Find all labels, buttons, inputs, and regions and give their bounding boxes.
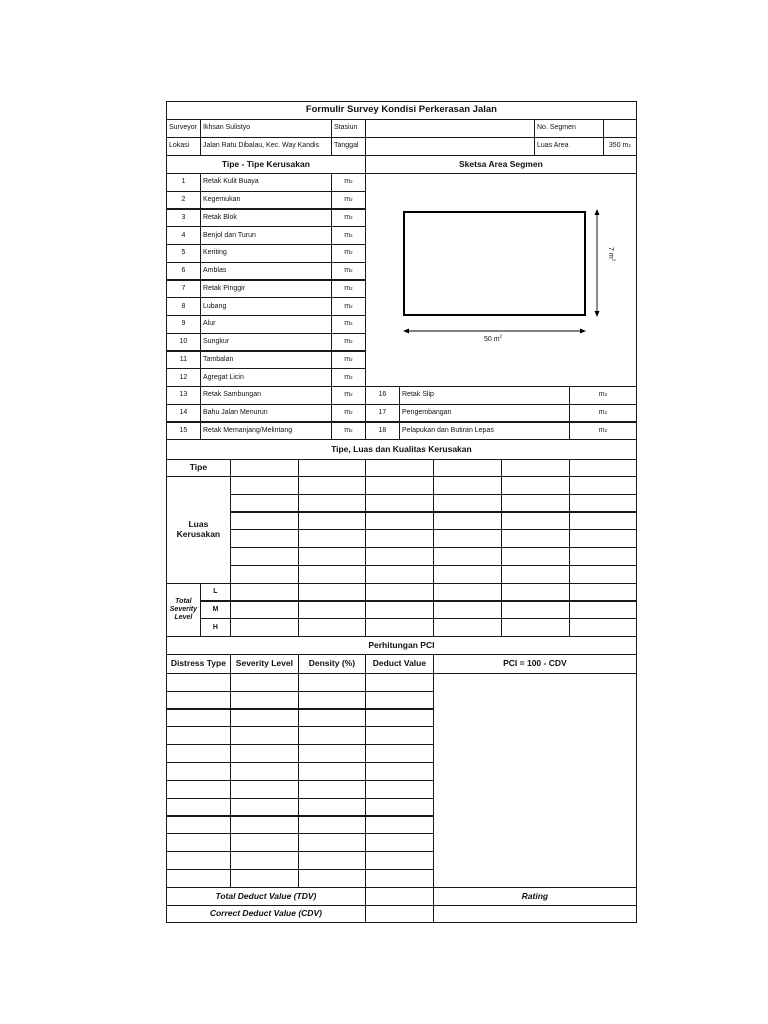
- damage-type-area-unit-text: m: [344, 178, 351, 186]
- severity-input-cell[interactable]: [298, 601, 366, 619]
- lokasi-label: Lokasi: [166, 137, 201, 156]
- tipe-input-cell[interactable]: [230, 459, 299, 477]
- damage-type-area-unit[interactable]: m 2: [331, 422, 366, 441]
- severity-input-cell[interactable]: [569, 601, 637, 619]
- luas-input-cell[interactable]: [501, 476, 570, 495]
- severity-input-cell[interactable]: [230, 601, 299, 619]
- arrow-left-icon: [403, 329, 409, 334]
- arrow-up-icon: [595, 209, 600, 215]
- surveyor-value[interactable]: Ikhsan Sulistyo: [200, 119, 332, 138]
- severity-input-cell[interactable]: [501, 583, 570, 601]
- tipe-label: Tipe: [166, 459, 231, 477]
- sketch-title: Sketsa Area Segmen: [365, 155, 637, 174]
- damage-type-number: 8: [166, 297, 201, 316]
- pci-input-cell[interactable]: [298, 833, 366, 852]
- tipe-input-cell[interactable]: [298, 459, 366, 477]
- damage-type-area-unit[interactable]: m 2: [331, 315, 366, 334]
- sketch-height-text: 7 m: [607, 247, 614, 259]
- tdv-label: Total Deduct Value (TDV): [166, 887, 366, 906]
- luas-input-cell[interactable]: [433, 565, 502, 584]
- pci-input-cell[interactable]: [230, 744, 299, 763]
- luas-input-cell[interactable]: [569, 547, 637, 566]
- pci-input-cell[interactable]: [230, 869, 299, 888]
- damage-type-area-unit[interactable]: m 2: [331, 262, 366, 281]
- luas-input-cell[interactable]: [433, 512, 502, 531]
- luas-input-cell[interactable]: [501, 494, 570, 513]
- pci-input-cell[interactable]: [298, 869, 366, 888]
- damage-type-area-unit-text: m: [344, 373, 351, 381]
- damage-type-area-unit-text: m: [344, 249, 351, 257]
- luas-input-cell[interactable]: [365, 529, 434, 548]
- cdv-value[interactable]: [365, 905, 434, 923]
- luas-input-cell[interactable]: [501, 565, 570, 584]
- luas-input-cell[interactable]: [230, 494, 299, 513]
- luas-input-cell[interactable]: [569, 565, 637, 584]
- pci-input-cell[interactable]: [230, 798, 299, 817]
- pci-input-cell[interactable]: [230, 709, 299, 728]
- damage-type-area-unit[interactable]: m 2: [569, 386, 637, 405]
- pci-input-cell[interactable]: [365, 798, 434, 817]
- damage-type-name: Benjol dan Turun: [200, 226, 332, 245]
- severity-level-h: H: [200, 618, 231, 636]
- pci-input-cell[interactable]: [365, 816, 434, 835]
- luas-input-cell[interactable]: [433, 476, 502, 495]
- damage-type-name: Retak Pinggir: [200, 280, 332, 299]
- damage-type-area-unit[interactable]: m 2: [331, 209, 366, 228]
- luas-area-label: Luas Area: [534, 137, 604, 156]
- luas-area-value-text: 350 m: [608, 142, 629, 150]
- pci-input-cell[interactable]: [166, 691, 231, 710]
- pci-header-3: Deduct Value: [365, 654, 434, 674]
- luas-input-cell[interactable]: [365, 565, 434, 584]
- severity-input-cell[interactable]: [365, 583, 434, 601]
- damage-type-name: Alur: [200, 315, 332, 334]
- form-title: Formulir Survey Kondisi Perkerasan Jalan: [166, 101, 637, 120]
- damage-type-area-unit-text: m: [344, 426, 351, 434]
- damage-type-number: 2: [166, 191, 201, 210]
- unit-superscript: 2: [611, 258, 617, 262]
- pci-input-cell[interactable]: [166, 869, 231, 888]
- severity-input-cell[interactable]: [365, 618, 434, 636]
- damage-type-number: 11: [166, 351, 201, 370]
- pci-input-cell[interactable]: [298, 816, 366, 835]
- damage-type-area-unit-text: m: [344, 231, 351, 239]
- segment-rectangle: [404, 212, 585, 315]
- pci-input-cell[interactable]: [365, 726, 434, 745]
- luas-input-cell[interactable]: [298, 547, 366, 566]
- severity-input-cell[interactable]: [433, 601, 502, 619]
- damage-type-number: 1: [166, 173, 201, 192]
- pci-input-cell[interactable]: [298, 762, 366, 781]
- luas-input-cell[interactable]: [365, 512, 434, 531]
- stasiun-value[interactable]: [365, 119, 535, 138]
- damage-type-area-unit-text: m: [344, 302, 351, 310]
- pci-input-cell[interactable]: [230, 780, 299, 799]
- damage-type-area-unit-text: m: [598, 426, 605, 434]
- pci-input-cell[interactable]: [298, 798, 366, 817]
- luas-input-cell[interactable]: [298, 565, 366, 584]
- surveyor-label: Surveyor: [166, 119, 201, 138]
- damage-type-area-unit-text: m: [598, 409, 605, 416]
- damage-type-area-unit-text: m: [344, 320, 351, 328]
- damage-type-number: 4: [166, 226, 201, 245]
- severity-input-cell[interactable]: [230, 618, 299, 636]
- damage-type-name: Bahu Jalan Menurun: [200, 404, 332, 423]
- pci-input-cell[interactable]: [166, 833, 231, 852]
- damage-type-number: 3: [166, 209, 201, 228]
- damage-type-name: Sungkur: [200, 333, 332, 352]
- severity-input-cell[interactable]: [433, 618, 502, 636]
- pci-input-cell[interactable]: [166, 726, 231, 745]
- tanggal-label: Tanggal: [331, 137, 366, 156]
- luas-input-cell[interactable]: [230, 476, 299, 495]
- quality-title: Tipe, Luas dan Kualitas Kerusakan: [166, 439, 637, 460]
- severity-input-cell[interactable]: [298, 583, 366, 601]
- pci-result-area[interactable]: [433, 673, 637, 888]
- damage-type-number: 13: [166, 386, 201, 405]
- tipe-input-cell[interactable]: [569, 459, 637, 477]
- pci-input-cell[interactable]: [365, 673, 434, 692]
- pci-input-cell[interactable]: [166, 673, 231, 692]
- pci-input-cell[interactable]: [166, 851, 231, 870]
- damage-type-name: Agregat Licin: [200, 368, 332, 387]
- damage-type-name: Pelapukan dan Butiran Lepas: [399, 422, 570, 441]
- damage-type-number: 10: [166, 333, 201, 352]
- pci-input-cell[interactable]: [230, 762, 299, 781]
- damage-type-area-unit[interactable]: m 2: [331, 351, 366, 370]
- pci-header-0: Distress Type: [166, 654, 231, 674]
- pci-input-cell[interactable]: [298, 744, 366, 763]
- luas-input-cell[interactable]: [365, 494, 434, 513]
- damage-type-area-unit[interactable]: m 2: [331, 280, 366, 299]
- pci-input-cell[interactable]: [298, 673, 366, 692]
- damage-type-area-unit-text: m: [344, 338, 351, 345]
- luas-input-cell[interactable]: [230, 512, 299, 531]
- pci-input-cell[interactable]: [230, 816, 299, 835]
- sketch-width-label: [484, 333, 503, 343]
- damage-type-area-unit[interactable]: m 2: [331, 386, 366, 405]
- luas-input-cell[interactable]: [569, 512, 637, 531]
- tanggal-value[interactable]: [365, 137, 535, 156]
- pci-input-cell[interactable]: [365, 869, 434, 888]
- pci-input-cell[interactable]: [298, 709, 366, 728]
- severity-input-cell[interactable]: [298, 618, 366, 636]
- cdv-label: Correct Deduct Value (CDV): [166, 905, 366, 923]
- severity-input-cell[interactable]: [569, 618, 637, 636]
- severity-input-cell[interactable]: [501, 618, 570, 636]
- unit-superscript: 2: [499, 333, 503, 339]
- luas-input-cell[interactable]: [501, 547, 570, 566]
- total-severity-label: Total Severity Level: [166, 583, 201, 637]
- segment-sketch: [365, 173, 636, 386]
- damage-type-name: Retak Blok: [200, 209, 332, 228]
- sketch-height-label: [607, 247, 617, 262]
- pci-input-cell[interactable]: [230, 833, 299, 852]
- pci-header-2: Density (%): [298, 654, 366, 674]
- pci-input-cell[interactable]: [166, 780, 231, 799]
- damage-type-number: 16: [365, 386, 400, 405]
- luas-input-cell[interactable]: [298, 476, 366, 495]
- pci-input-cell[interactable]: [365, 851, 434, 870]
- damage-type-area-unit[interactable]: m 2: [331, 226, 366, 245]
- luas-input-cell[interactable]: [433, 529, 502, 548]
- tdv-value[interactable]: [365, 887, 434, 906]
- damage-type-number: 7: [166, 280, 201, 299]
- luas-input-cell[interactable]: [433, 494, 502, 513]
- damage-type-area-unit[interactable]: m 2: [331, 191, 366, 210]
- pci-input-cell[interactable]: [230, 726, 299, 745]
- severity-input-cell[interactable]: [433, 583, 502, 601]
- luas-input-cell[interactable]: [298, 512, 366, 531]
- pci-formula: PCI = 100 - CDV: [433, 654, 637, 674]
- arrow-right-icon: [580, 329, 586, 334]
- severity-input-cell[interactable]: [569, 583, 637, 601]
- damage-type-area-unit[interactable]: m 2: [331, 244, 366, 263]
- damage-type-number: 12: [166, 368, 201, 387]
- luas-input-cell[interactable]: [569, 476, 637, 495]
- damage-type-number: 9: [166, 315, 201, 334]
- segmen-value[interactable]: [603, 119, 637, 138]
- luas-input-cell[interactable]: [230, 529, 299, 548]
- damage-type-area-unit-text: m: [598, 391, 605, 399]
- damage-type-area-unit-text: m: [344, 409, 351, 416]
- damage-type-name: Keriting: [200, 244, 332, 263]
- luas-input-cell[interactable]: [298, 494, 366, 513]
- damage-type-name: Tambalan: [200, 351, 332, 370]
- pci-input-cell[interactable]: [230, 673, 299, 692]
- damage-type-area-unit[interactable]: m 2: [569, 404, 637, 423]
- luas-input-cell[interactable]: [433, 547, 502, 566]
- damage-type-area-unit[interactable]: m 2: [331, 297, 366, 316]
- pci-input-cell[interactable]: [298, 780, 366, 799]
- damage-type-name: Retak Slip: [399, 386, 570, 405]
- damage-type-area-unit[interactable]: m 2: [331, 173, 366, 192]
- arrow-down-icon: [595, 311, 600, 317]
- pci-input-cell[interactable]: [298, 851, 366, 870]
- damage-type-area-unit[interactable]: m 2: [331, 368, 366, 387]
- pci-input-cell[interactable]: [230, 851, 299, 870]
- pci-input-cell[interactable]: [166, 744, 231, 763]
- sketch-width-text: 50 m: [484, 336, 500, 343]
- damage-type-area-unit[interactable]: m 2: [331, 333, 366, 352]
- stasiun-label: Stasiun: [331, 119, 366, 138]
- luas-input-cell[interactable]: [230, 547, 299, 566]
- severity-input-cell[interactable]: [365, 601, 434, 619]
- segmen-label: No. Segmen: [534, 119, 604, 138]
- damage-type-name: Retak Kulit Buaya: [200, 173, 332, 192]
- damage-type-area-unit-text: m: [344, 267, 351, 274]
- damage-type-number: 5: [166, 244, 201, 263]
- damage-type-name: Kegemukan: [200, 191, 332, 210]
- luas-area-value[interactable]: 350 m 2: [603, 137, 637, 156]
- damage-type-number: 6: [166, 262, 201, 281]
- damage-type-area-unit[interactable]: m 2: [569, 422, 637, 441]
- damage-type-name: Lubang: [200, 297, 332, 316]
- pci-input-cell[interactable]: [365, 691, 434, 710]
- pci-title: Perhitungan PCI: [166, 636, 637, 655]
- luas-input-cell[interactable]: [569, 529, 637, 548]
- tipe-input-cell[interactable]: [501, 459, 570, 477]
- damage-type-number: 14: [166, 404, 201, 423]
- damage-type-area-unit-text: m: [344, 196, 351, 203]
- pci-input-cell[interactable]: [166, 816, 231, 835]
- lokasi-value[interactable]: Jalan Ratu Dibalau, Kec. Way Kandis: [200, 137, 332, 156]
- tipe-input-cell[interactable]: [365, 459, 434, 477]
- pci-input-cell[interactable]: [365, 833, 434, 852]
- rating-label: Rating: [433, 887, 637, 906]
- damage-type-number: 15: [166, 422, 201, 441]
- pci-input-cell[interactable]: [298, 691, 366, 710]
- damage-type-area-unit-text: m: [344, 355, 351, 363]
- pci-input-cell[interactable]: [365, 744, 434, 763]
- rating-value[interactable]: [433, 905, 637, 923]
- pci-input-cell[interactable]: [166, 798, 231, 817]
- severity-level-l: L: [200, 583, 231, 601]
- damage-types-title: Tipe - Tipe Kerusakan: [166, 155, 366, 174]
- damage-type-name: Retak Memanjang/Melintang: [200, 422, 332, 441]
- damage-type-area-unit-text: m: [344, 213, 351, 221]
- pci-header-1: Severity Level: [230, 654, 299, 674]
- pci-input-cell[interactable]: [166, 709, 231, 728]
- luas-input-cell[interactable]: [298, 529, 366, 548]
- damage-type-area-unit-text: m: [344, 284, 351, 292]
- pci-input-cell[interactable]: [365, 780, 434, 799]
- luas-kerusakan-label: Luas Kerusakan: [166, 476, 231, 584]
- pci-input-cell[interactable]: [365, 709, 434, 728]
- damage-type-area-unit-text: m: [344, 391, 351, 399]
- tipe-input-cell[interactable]: [433, 459, 502, 477]
- severity-input-cell[interactable]: [230, 583, 299, 601]
- luas-input-cell[interactable]: [230, 565, 299, 584]
- luas-input-cell[interactable]: [501, 512, 570, 531]
- luas-input-cell[interactable]: [365, 547, 434, 566]
- pci-input-cell[interactable]: [230, 691, 299, 710]
- damage-type-name: Amblas: [200, 262, 332, 281]
- luas-input-cell[interactable]: [365, 476, 434, 495]
- pci-input-cell[interactable]: [365, 762, 434, 781]
- luas-input-cell[interactable]: [569, 494, 637, 513]
- damage-type-number: 17: [365, 404, 400, 423]
- damage-type-name: Retak Sambungan: [200, 386, 332, 405]
- pci-input-cell[interactable]: [298, 726, 366, 745]
- luas-input-cell[interactable]: [501, 529, 570, 548]
- damage-type-name: Pengembangan: [399, 404, 570, 423]
- damage-type-area-unit[interactable]: m 2: [331, 404, 366, 423]
- damage-type-number: 18: [365, 422, 400, 441]
- severity-input-cell[interactable]: [501, 601, 570, 619]
- pci-input-cell[interactable]: [166, 762, 231, 781]
- severity-level-m: M: [200, 601, 231, 619]
